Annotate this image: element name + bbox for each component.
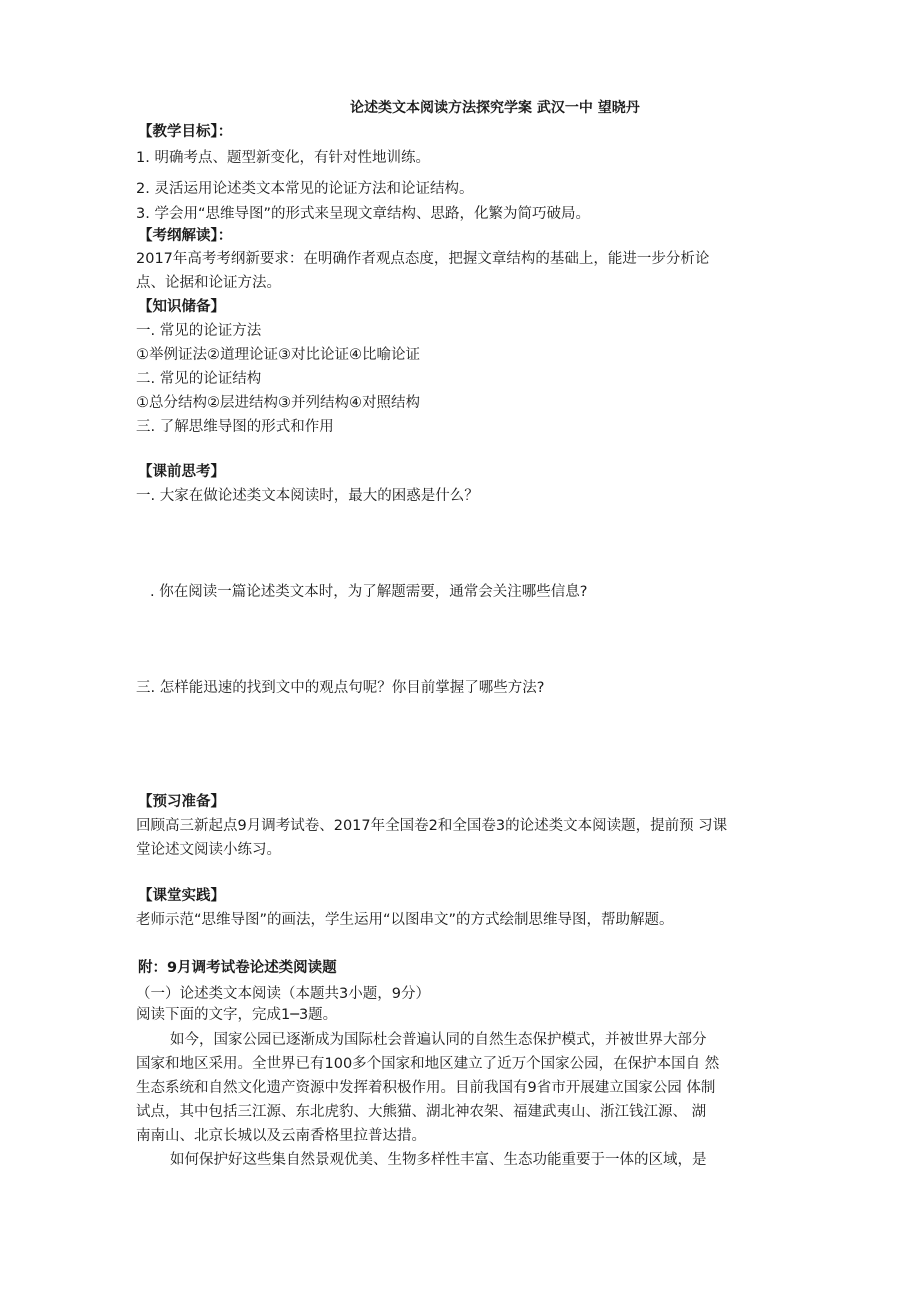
passage-line: 生态系统和自然文化遗产资源中发挥着积极作用。目前我国有9省市开展建立国家公园 体制	[136, 1080, 716, 1096]
preview-line: 堂论述文阅读小练习。	[136, 842, 281, 858]
knowledge-line: 二. 常见的论证结构	[136, 371, 262, 387]
passage-line: 国家和地区采用。全世界已有100多个国家和地区建立了近万个国家公园，在保护本国自 然	[136, 1056, 720, 1072]
knowledge-heading: 【知识储备】	[138, 299, 225, 315]
preview-line: 回顾高三新起点9月调考试卷、2017年全国卷2和全国卷3的论述类文本阅读题，提前预 习课	[136, 818, 728, 834]
passage-line: 如今，国家公园已逐渐成为国际杜会普遍认同的自然生态保护模式，并被世界大部分	[170, 1032, 707, 1048]
appendix-section: （一）论述类文本阅读（本题共3小题，9分）	[136, 986, 430, 1002]
goal-item: 2. 灵活运用论述类文本常见的论证方法和论证结构。	[136, 181, 474, 197]
syllabus-heading: 【考纲解读】：	[138, 228, 233, 244]
appendix-instruction: 阅读下面的文字，完成1─3题。	[136, 1007, 338, 1023]
preview-heading: 【预习准备】	[138, 794, 225, 810]
goals-heading: 【教学目标】：	[138, 124, 233, 140]
prethink-question-1: 一. 大家在做论述类文本阅读时，最大的困惑是什么？	[136, 488, 479, 504]
goal-item: 1. 明确考点、题型新变化，有针对性地训练。	[136, 150, 430, 166]
goal-item: 3. 学会用“思维导图”的形式来呈现文章结构、思路，化繁为简巧破局。	[136, 206, 590, 222]
knowledge-line: ①总分结构②层进结构③并列结构④对照结构	[136, 395, 420, 411]
prethink-question-2: . 你在阅读一篇论述类文本时，为了解题需要，通常会关注哪些信息?	[150, 584, 588, 600]
passage-line: 试点，其中包括三江源、东北虎豹、大熊猫、湖北神农架、福建武夷山、浙江钱江源、 湖	[136, 1104, 707, 1120]
prethink-question-3: 三. 怎样能迅速的找到文中的观点句呢？你目前掌握了哪些方法?	[136, 680, 545, 696]
appendix-heading: 附：9月调考试卷论述类阅读题	[138, 960, 337, 976]
document-title: 论述类文本阅读方法探究学案 武汉一中 望晓丹	[350, 100, 640, 116]
syllabus-line: 2017年高考考纲新要求：在明确作者观点态度，把握文章结构的基础上，能进一步分析论	[136, 251, 710, 267]
passage-line: 南南山、北京长城以及云南香格里拉普达措。	[136, 1128, 426, 1144]
knowledge-line: 三. 了解思维导图的形式和作用	[136, 419, 334, 435]
practice-line: 老师示范“思维导图”的画法，学生运用“以图串文”的方式绘制思维导图，帮助解题。	[136, 912, 674, 928]
passage-line: 如何保护好这些集自然景观优美、生物多样性丰富、生态功能重要于一体的区域，是	[170, 1152, 707, 1168]
syllabus-line: 点、论据和论证方法。	[136, 275, 281, 291]
knowledge-line: 一. 常见的论证方法	[136, 323, 262, 339]
knowledge-line: ①举例证法②道理论证③对比论证④比喻论证	[136, 347, 420, 363]
prethink-heading: 【课前思考】	[138, 464, 225, 480]
practice-heading: 【课堂实践】	[138, 888, 225, 904]
